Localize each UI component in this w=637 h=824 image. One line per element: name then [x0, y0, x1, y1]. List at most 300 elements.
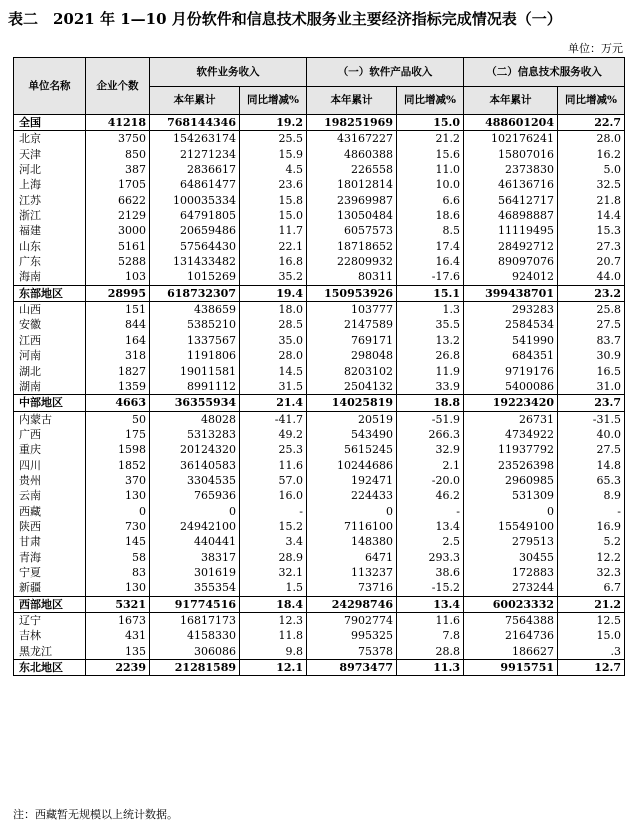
table-cell-enterprises: 431: [86, 628, 150, 643]
table-cell-software-yoy: 35.0: [240, 333, 307, 348]
table-cell-service-yoy: 14.8: [558, 458, 625, 473]
table-cell-product-yoy: 11.3: [397, 660, 464, 676]
table-cell-product-ytd: 20519: [307, 411, 397, 427]
table-row: [14, 254, 625, 269]
table-cell-service-yoy: 14.4: [558, 208, 625, 223]
table-cell-region: 天津: [14, 147, 86, 162]
table-cell-software-yoy: 28.0: [240, 348, 307, 363]
table-cell-software-ytd: 131433482: [150, 254, 240, 269]
table-cell-enterprises: 370: [86, 473, 150, 488]
table-cell-product-ytd: 43167227: [307, 131, 397, 147]
table-cell-enterprises: 58: [86, 550, 150, 565]
table-row: [14, 115, 625, 131]
table-cell-software-ytd: 19011581: [150, 364, 240, 379]
table-cell-software-yoy: 1.5: [240, 580, 307, 596]
table-cell-enterprises: 730: [86, 519, 150, 534]
table-cell-software-yoy: 9.8: [240, 644, 307, 660]
table-cell-service-ytd: 46136716: [464, 177, 558, 192]
table-cell-enterprises: 130: [86, 580, 150, 596]
table-row: [14, 644, 625, 660]
table-cell-product-ytd: 7116100: [307, 519, 397, 534]
table-cell-product-yoy: -: [397, 504, 464, 519]
table-cell-service-ytd: 28492712: [464, 239, 558, 254]
table-cell-software-yoy: 14.5: [240, 364, 307, 379]
table-row: [14, 395, 625, 411]
table-cell-service-ytd: 399438701: [464, 285, 558, 301]
table-row: [14, 333, 625, 348]
table-cell-region: 山东: [14, 239, 86, 254]
table-cell-software-ytd: 20659486: [150, 223, 240, 238]
table-row: [14, 411, 625, 427]
table-cell-product-ytd: 22809932: [307, 254, 397, 269]
table-cell-enterprises: 5161: [86, 239, 150, 254]
table-cell-software-ytd: 20124320: [150, 442, 240, 457]
table-cell-product-ytd: 995325: [307, 628, 397, 643]
header-service-revenue: （二）信息技术服务收入: [464, 58, 625, 87]
table-cell-product-ytd: 18718652: [307, 239, 397, 254]
table-cell-product-ytd: 73716: [307, 580, 397, 596]
table-cell-region: 安徽: [14, 317, 86, 332]
table-cell-region: 新疆: [14, 580, 86, 596]
table-cell-product-yoy: 15.6: [397, 147, 464, 162]
table-cell-region: 中部地区: [14, 395, 86, 411]
table-cell-product-yoy: 293.3: [397, 550, 464, 565]
table-cell-region: 浙江: [14, 208, 86, 223]
table-cell-region: 上海: [14, 177, 86, 192]
table-cell-service-yoy: 15.3: [558, 223, 625, 238]
table-cell-region: 东部地区: [14, 285, 86, 301]
table-cell-software-ytd: 618732307: [150, 285, 240, 301]
table-cell-product-yoy: 11.6: [397, 613, 464, 629]
table-cell-service-yoy: 28.0: [558, 131, 625, 147]
table-cell-enterprises: 850: [86, 147, 150, 162]
table-cell-product-yoy: 21.2: [397, 131, 464, 147]
table-cell-product-ytd: 198251969: [307, 115, 397, 131]
table-cell-product-ytd: 2147589: [307, 317, 397, 332]
table-cell-service-yoy: -: [558, 504, 625, 519]
page-title: 表二 2021 年 1—10 月份软件和信息技术服务业主要经济指标完成情况表（一）: [8, 10, 562, 28]
table-row: [14, 131, 625, 147]
table-cell-service-yoy: 12.7: [558, 660, 625, 676]
table-cell-product-yoy: 1.3: [397, 302, 464, 318]
table-row: [14, 442, 625, 457]
table-cell-software-ytd: 0: [150, 504, 240, 519]
table-cell-software-yoy: 28.9: [240, 550, 307, 565]
table-cell-product-ytd: 8973477: [307, 660, 397, 676]
table-cell-software-yoy: 23.6: [240, 177, 307, 192]
table-cell-product-ytd: 7902774: [307, 613, 397, 629]
table-row: [14, 504, 625, 519]
table-cell-service-yoy: 16.5: [558, 364, 625, 379]
table-cell-software-ytd: 5385210: [150, 317, 240, 332]
table-cell-product-ytd: 543490: [307, 427, 397, 442]
table-cell-software-ytd: 16817173: [150, 613, 240, 629]
table-cell-region: 福建: [14, 223, 86, 238]
table-cell-enterprises: 844: [86, 317, 150, 332]
header-software-revenue: 软件业务收入: [150, 58, 307, 87]
table-cell-region: 江西: [14, 333, 86, 348]
table-cell-product-yoy: 15.0: [397, 115, 464, 131]
table-cell-software-yoy: 11.7: [240, 223, 307, 238]
table-cell-service-yoy: 25.8: [558, 302, 625, 318]
table-cell-software-ytd: 48028: [150, 411, 240, 427]
table-cell-region: 贵州: [14, 473, 86, 488]
table-cell-software-ytd: 100035334: [150, 193, 240, 208]
table-cell-region: 江苏: [14, 193, 86, 208]
table-cell-software-yoy: -41.7: [240, 411, 307, 427]
table-cell-region: 河南: [14, 348, 86, 363]
table-row: [14, 302, 625, 318]
table-cell-software-ytd: 306086: [150, 644, 240, 660]
table-cell-service-ytd: 9719176: [464, 364, 558, 379]
table-row: [14, 565, 625, 580]
table-cell-software-yoy: 31.5: [240, 379, 307, 395]
table-cell-enterprises: 5288: [86, 254, 150, 269]
table-cell-product-ytd: 224433: [307, 488, 397, 503]
table-cell-product-ytd: 150953926: [307, 285, 397, 301]
table-cell-enterprises: 1673: [86, 613, 150, 629]
table-row: [14, 285, 625, 301]
table-cell-product-ytd: 4860388: [307, 147, 397, 162]
table-cell-service-ytd: 56412717: [464, 193, 558, 208]
table-cell-product-yoy: 26.8: [397, 348, 464, 363]
table-cell-enterprises: 2239: [86, 660, 150, 676]
table-row: [14, 473, 625, 488]
table-cell-product-yoy: 16.4: [397, 254, 464, 269]
table-cell-software-ytd: 4158330: [150, 628, 240, 643]
table-cell-software-yoy: 18.0: [240, 302, 307, 318]
table-cell-product-ytd: 6471: [307, 550, 397, 565]
table-cell-product-ytd: 80311: [307, 269, 397, 285]
table-cell-software-ytd: 438659: [150, 302, 240, 318]
table-row: [14, 364, 625, 379]
table-cell-software-yoy: -: [240, 504, 307, 519]
table-cell-software-ytd: 5313283: [150, 427, 240, 442]
table-cell-enterprises: 41218: [86, 115, 150, 131]
table-cell-product-ytd: 10244686: [307, 458, 397, 473]
table-cell-product-ytd: 13050484: [307, 208, 397, 223]
header-ytd: 本年累计: [150, 87, 240, 115]
table-row: [14, 239, 625, 254]
table-cell-product-ytd: 18012814: [307, 177, 397, 192]
table-cell-service-yoy: 20.7: [558, 254, 625, 269]
header-region: 单位名称: [14, 58, 86, 115]
table-cell-product-yoy: 11.0: [397, 162, 464, 177]
table-cell-software-yoy: 11.6: [240, 458, 307, 473]
table-cell-software-yoy: 32.1: [240, 565, 307, 580]
table-cell-region: 辽宁: [14, 613, 86, 629]
table-cell-product-yoy: 15.1: [397, 285, 464, 301]
table-row: [14, 223, 625, 238]
table-row: [14, 550, 625, 565]
table-cell-region: 重庆: [14, 442, 86, 457]
table-cell-service-ytd: 541990: [464, 333, 558, 348]
table-cell-service-yoy: 15.0: [558, 628, 625, 643]
table-cell-enterprises: 1827: [86, 364, 150, 379]
header-yoy: 同比增减%: [558, 87, 625, 115]
table-cell-software-yoy: 15.2: [240, 519, 307, 534]
table-cell-service-yoy: -31.5: [558, 411, 625, 427]
table-cell-service-yoy: 83.7: [558, 333, 625, 348]
table-row: [14, 269, 625, 285]
table-cell-region: 山西: [14, 302, 86, 318]
table-cell-product-yoy: 28.8: [397, 644, 464, 660]
table-cell-product-ytd: 103777: [307, 302, 397, 318]
table-cell-product-yoy: 13.4: [397, 519, 464, 534]
table-cell-enterprises: 6622: [86, 193, 150, 208]
table-cell-enterprises: 130: [86, 488, 150, 503]
table-cell-region: 北京: [14, 131, 86, 147]
table-cell-product-yoy: 18.6: [397, 208, 464, 223]
table-row: [14, 534, 625, 549]
table-cell-product-yoy: -51.9: [397, 411, 464, 427]
table-row: [14, 379, 625, 395]
table-cell-software-ytd: 91774516: [150, 596, 240, 612]
table-cell-software-ytd: 440441: [150, 534, 240, 549]
table-cell-region: 全国: [14, 115, 86, 131]
table-cell-product-ytd: 8203102: [307, 364, 397, 379]
table-cell-enterprises: 387: [86, 162, 150, 177]
table-cell-service-yoy: 5.2: [558, 534, 625, 549]
footnote: 注：西藏暂无规模以上统计数据。: [13, 808, 178, 821]
table-cell-product-yoy: -15.2: [397, 580, 464, 596]
table-cell-service-yoy: 23.7: [558, 395, 625, 411]
table-cell-software-yoy: 3.4: [240, 534, 307, 549]
table-body: [14, 115, 625, 676]
table-cell-enterprises: 83: [86, 565, 150, 580]
table-cell-region: 甘肃: [14, 534, 86, 549]
table-cell-service-ytd: 2584534: [464, 317, 558, 332]
table-cell-enterprises: 1359: [86, 379, 150, 395]
table-cell-software-ytd: 36355934: [150, 395, 240, 411]
header-ytd: 本年累计: [307, 87, 397, 115]
table-cell-enterprises: 1705: [86, 177, 150, 192]
table-cell-service-ytd: 46898887: [464, 208, 558, 223]
table-cell-service-ytd: 684351: [464, 348, 558, 363]
statistics-table: [13, 57, 625, 676]
table-cell-service-yoy: .3: [558, 644, 625, 660]
table-cell-software-yoy: 15.8: [240, 193, 307, 208]
table-cell-service-yoy: 12.5: [558, 613, 625, 629]
table-cell-region: 内蒙古: [14, 411, 86, 427]
table-cell-service-yoy: 16.2: [558, 147, 625, 162]
table-cell-region: 广西: [14, 427, 86, 442]
table-cell-service-yoy: 22.7: [558, 115, 625, 131]
table-cell-service-ytd: 273244: [464, 580, 558, 596]
table-cell-region: 湖北: [14, 364, 86, 379]
table-cell-product-ytd: 2504132: [307, 379, 397, 395]
table-cell-product-ytd: 113237: [307, 565, 397, 580]
table-row: [14, 193, 625, 208]
table-cell-product-yoy: 33.9: [397, 379, 464, 395]
table-cell-software-yoy: 22.1: [240, 239, 307, 254]
table-cell-product-yoy: 35.5: [397, 317, 464, 332]
table-cell-service-yoy: 8.9: [558, 488, 625, 503]
table-cell-software-yoy: 25.5: [240, 131, 307, 147]
table-cell-service-ytd: 5400086: [464, 379, 558, 395]
table-cell-region: 黑龙江: [14, 644, 86, 660]
table-row: [14, 162, 625, 177]
table-cell-service-yoy: 16.9: [558, 519, 625, 534]
table-cell-product-yoy: 32.9: [397, 442, 464, 457]
table-cell-enterprises: 135: [86, 644, 150, 660]
table-cell-enterprises: 3000: [86, 223, 150, 238]
table-cell-service-ytd: 26731: [464, 411, 558, 427]
table-cell-enterprises: 1598: [86, 442, 150, 457]
table-cell-product-yoy: 266.3: [397, 427, 464, 442]
table-cell-region: 湖南: [14, 379, 86, 395]
table-cell-software-yoy: 19.4: [240, 285, 307, 301]
table-cell-software-yoy: 49.2: [240, 427, 307, 442]
table-cell-product-yoy: 10.0: [397, 177, 464, 192]
table-cell-product-yoy: -17.6: [397, 269, 464, 285]
table-cell-software-ytd: 38317: [150, 550, 240, 565]
table-cell-product-ytd: 6057573: [307, 223, 397, 238]
table-cell-software-ytd: 1015269: [150, 269, 240, 285]
table-cell-region: 云南: [14, 488, 86, 503]
table-cell-service-yoy: 30.9: [558, 348, 625, 363]
header-enterprises: 企业个数: [86, 58, 150, 115]
table-cell-region: 河北: [14, 162, 86, 177]
unit-label: 单位：万元: [568, 42, 623, 55]
table-cell-service-yoy: 27.5: [558, 442, 625, 457]
table-row: [14, 348, 625, 363]
table-cell-software-ytd: 24942100: [150, 519, 240, 534]
table-cell-software-ytd: 21271234: [150, 147, 240, 162]
table-cell-service-yoy: 21.2: [558, 596, 625, 612]
table-cell-product-yoy: -20.0: [397, 473, 464, 488]
table-cell-product-ytd: 192471: [307, 473, 397, 488]
table-cell-product-ytd: 23969987: [307, 193, 397, 208]
table-cell-service-ytd: 23526398: [464, 458, 558, 473]
table-cell-product-yoy: 2.1: [397, 458, 464, 473]
table-cell-service-ytd: 7564388: [464, 613, 558, 629]
table-row: [14, 580, 625, 596]
table-cell-service-yoy: 21.8: [558, 193, 625, 208]
table-cell-service-yoy: 5.0: [558, 162, 625, 177]
table-cell-product-yoy: 2.5: [397, 534, 464, 549]
table-cell-product-ytd: 148380: [307, 534, 397, 549]
table-row: [14, 488, 625, 503]
table-cell-software-ytd: 768144346: [150, 115, 240, 131]
table-cell-software-ytd: 301619: [150, 565, 240, 580]
table-cell-region: 宁夏: [14, 565, 86, 580]
table-cell-software-yoy: 35.2: [240, 269, 307, 285]
table-cell-enterprises: 103: [86, 269, 150, 285]
table-cell-service-ytd: 4734922: [464, 427, 558, 442]
header-product-revenue: （一）软件产品收入: [307, 58, 464, 87]
table-cell-service-yoy: 40.0: [558, 427, 625, 442]
table-cell-region: 海南: [14, 269, 86, 285]
table-cell-region: 青海: [14, 550, 86, 565]
table-cell-service-ytd: 488601204: [464, 115, 558, 131]
table-cell-software-yoy: 15.9: [240, 147, 307, 162]
table-cell-software-ytd: 765936: [150, 488, 240, 503]
table-cell-service-ytd: 9915751: [464, 660, 558, 676]
table-cell-software-ytd: 355354: [150, 580, 240, 596]
table-cell-service-ytd: 102176241: [464, 131, 558, 147]
table-cell-software-ytd: 8991112: [150, 379, 240, 395]
table-cell-product-ytd: 0: [307, 504, 397, 519]
table-cell-software-ytd: 1191806: [150, 348, 240, 363]
table-cell-service-yoy: 27.3: [558, 239, 625, 254]
table-cell-service-yoy: 31.0: [558, 379, 625, 395]
table-cell-enterprises: 145: [86, 534, 150, 549]
table-cell-software-ytd: 3304535: [150, 473, 240, 488]
table-cell-software-yoy: 4.5: [240, 162, 307, 177]
table-cell-software-ytd: 57564430: [150, 239, 240, 254]
table-cell-enterprises: 164: [86, 333, 150, 348]
table-cell-software-yoy: 18.4: [240, 596, 307, 612]
table-cell-enterprises: 2129: [86, 208, 150, 223]
table-cell-service-ytd: 186627: [464, 644, 558, 660]
table-cell-enterprises: 3750: [86, 131, 150, 147]
table-cell-service-yoy: 32.3: [558, 565, 625, 580]
table-cell-product-yoy: 7.8: [397, 628, 464, 643]
header-yoy: 同比增减%: [240, 87, 307, 115]
table-cell-software-ytd: 64791805: [150, 208, 240, 223]
table-cell-service-ytd: 531309: [464, 488, 558, 503]
table-cell-service-yoy: 23.2: [558, 285, 625, 301]
table-cell-product-ytd: 75378: [307, 644, 397, 660]
table-cell-software-yoy: 16.0: [240, 488, 307, 503]
table-cell-service-ytd: 11937792: [464, 442, 558, 457]
table-cell-software-ytd: 2836617: [150, 162, 240, 177]
table-row: [14, 628, 625, 643]
table-cell-service-yoy: 6.7: [558, 580, 625, 596]
table-cell-service-yoy: 32.5: [558, 177, 625, 192]
table-cell-product-ytd: 769171: [307, 333, 397, 348]
table-cell-service-ytd: 0: [464, 504, 558, 519]
table-cell-service-ytd: 19223420: [464, 395, 558, 411]
table-cell-service-ytd: 15807016: [464, 147, 558, 162]
table-cell-enterprises: 318: [86, 348, 150, 363]
table-cell-product-yoy: 38.6: [397, 565, 464, 580]
table-cell-product-yoy: 17.4: [397, 239, 464, 254]
table-cell-product-yoy: 13.2: [397, 333, 464, 348]
table-cell-region: 吉林: [14, 628, 86, 643]
table-cell-software-yoy: 25.3: [240, 442, 307, 457]
table-row: [14, 147, 625, 162]
table-cell-product-yoy: 46.2: [397, 488, 464, 503]
table-cell-region: 四川: [14, 458, 86, 473]
table-cell-enterprises: 28995: [86, 285, 150, 301]
header-ytd: 本年累计: [464, 87, 558, 115]
table-cell-region: 广东: [14, 254, 86, 269]
table-cell-product-yoy: 8.5: [397, 223, 464, 238]
table-cell-service-ytd: 15549100: [464, 519, 558, 534]
table-cell-service-yoy: 44.0: [558, 269, 625, 285]
table-cell-enterprises: 175: [86, 427, 150, 442]
table-cell-service-yoy: 27.5: [558, 317, 625, 332]
table-cell-software-yoy: 57.0: [240, 473, 307, 488]
table-cell-region: 西部地区: [14, 596, 86, 612]
table-row: [14, 613, 625, 629]
table-cell-enterprises: 0: [86, 504, 150, 519]
table-cell-service-ytd: 279513: [464, 534, 558, 549]
table-row: [14, 177, 625, 192]
table-cell-software-yoy: 19.2: [240, 115, 307, 131]
table-cell-region: 东北地区: [14, 660, 86, 676]
table-row: [14, 317, 625, 332]
table-cell-software-yoy: 12.3: [240, 613, 307, 629]
table-cell-product-ytd: 14025819: [307, 395, 397, 411]
table-cell-product-ytd: 226558: [307, 162, 397, 177]
table-cell-software-yoy: 15.0: [240, 208, 307, 223]
table-row: [14, 427, 625, 442]
table-cell-software-yoy: 28.5: [240, 317, 307, 332]
table-cell-software-yoy: 11.8: [240, 628, 307, 643]
